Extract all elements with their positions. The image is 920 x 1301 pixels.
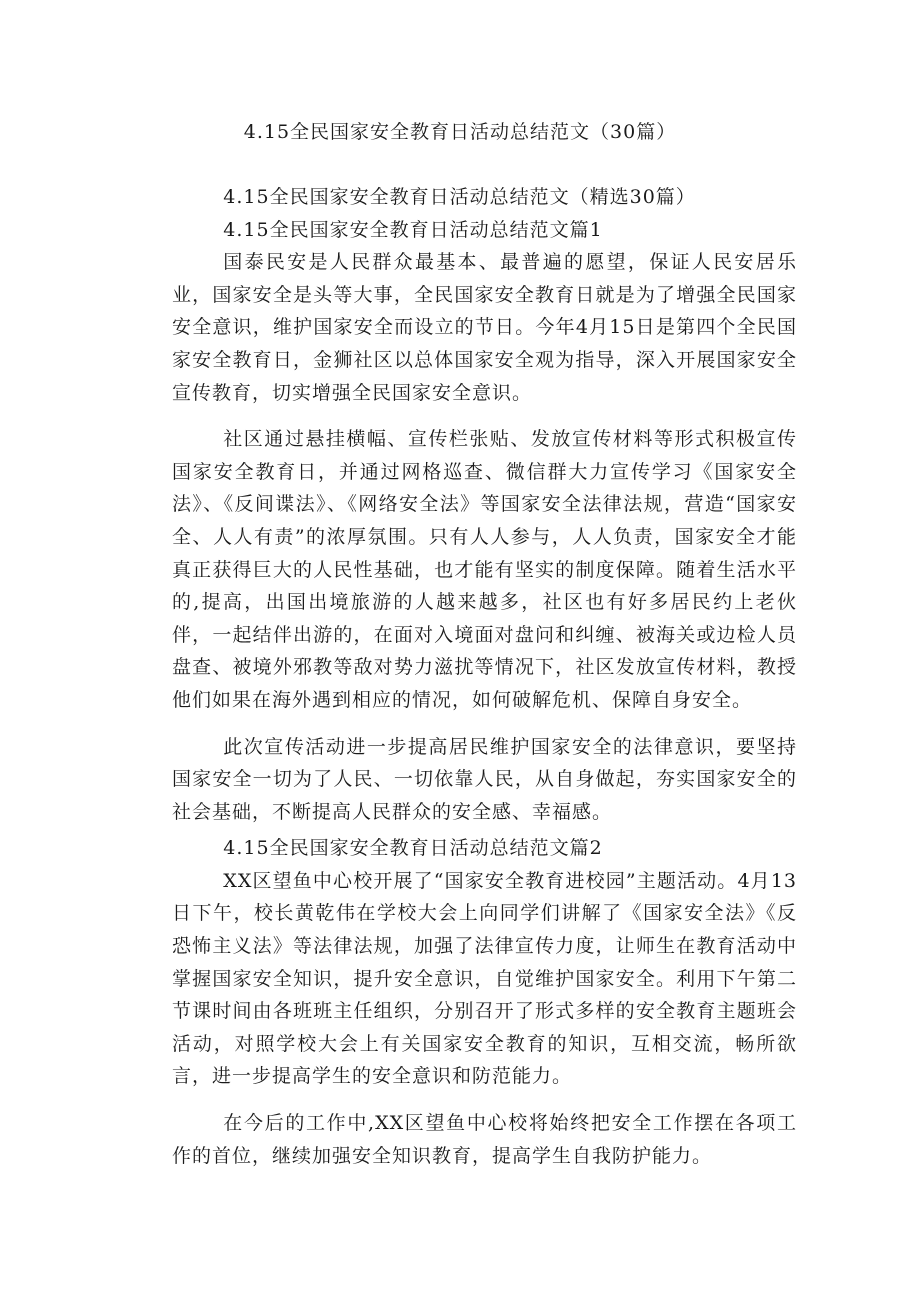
section-1-paragraph: 此次宣传活动进一步提高居民维护国家安全的法律意识，要坚持国家安全一切为了人民、一切依靠人民，从自身做起，夯实国家安全的社会基础，不断提高人民群众的安全感、幸福感。: [172, 735, 797, 823]
document-body: [172, 181, 797, 1172]
section-2-paragraph: 在今后的工作中,XX区望鱼中心校将始终把安全工作摆在各项工作的首位，继续加强安全知识教育，提高学生自我防护能力。: [172, 1112, 797, 1167]
document-subtitle: 4.15全民国家安全教育日活动总结范文（精选30篇）: [223, 186, 696, 208]
section-1-paragraph: 社区通过悬挂横幅、宣传栏张贴、发放宣传材料等形式积极宣传国家安全教育日，并通过网格巡查、微信群大力宣传学习《国家安全法》、《反间谍法》、《网络安全法》等国家安全法律法规，营造“国家安全、人人有责”的浓厚氛围。只有人人参与，人人负责，国家安全才能真正获得巨大的人民性基础，也才能有坚实的制度保障。随着生活水平的,提高，出国出境旅游的人越来越多，社区也有好多居民约上老伙伴，一起结伴出游的，在面对入境面对盘问和纠缠、被海关或边检人员盘查、被境外邪教等敌对势力滋扰等情况下，社区发放宣传材料，教授他们如果在海外遇到相应的情况，如何破解危机、保障自身安全。: [172, 428, 797, 711]
section-2-paragraph: XX区望鱼中心校开展了“国家安全教育进校园”主题活动。4月13日下午，校长黄乾伟在学校大会上向同学们讲解了《国家安全法》《反恐怖主义法》等法律法规，加强了法律宣传力度，让师生在教育活动中掌握国家安全知识，提升安全意识，自觉维护国家安全。利用下午第二节课时间由各班班主任组织，分别召开了形式多样的安全教育主题班会活动，对照学校大会上有关国家安全教育的知识，互相交流，畅所欲言，进一步提高学生的安全意识和防范能力。: [172, 869, 797, 1088]
section-2-heading: 4.15全民国家安全教育日活动总结范文篇2: [223, 837, 603, 860]
section-1-heading: 4.15全民国家安全教育日活动总结范文篇1: [223, 218, 603, 241]
document-title: 4.15全民国家安全教育日活动总结范文（30篇）: [243, 121, 677, 143]
section-1-paragraph: 国泰民安是人民群众最基本、最普遍的愿望，保证人民安居乐业，国家安全是头等大事，全民国家安全教育日就是为了增强全民国家安全意识，维护国家安全而设立的节日。今年4月15日是第四个全民国家安全教育日，金狮社区以总体国家安全观为指导，深入开展国家安全宣传教育，切实增强全民国家安全意识。: [172, 251, 797, 404]
